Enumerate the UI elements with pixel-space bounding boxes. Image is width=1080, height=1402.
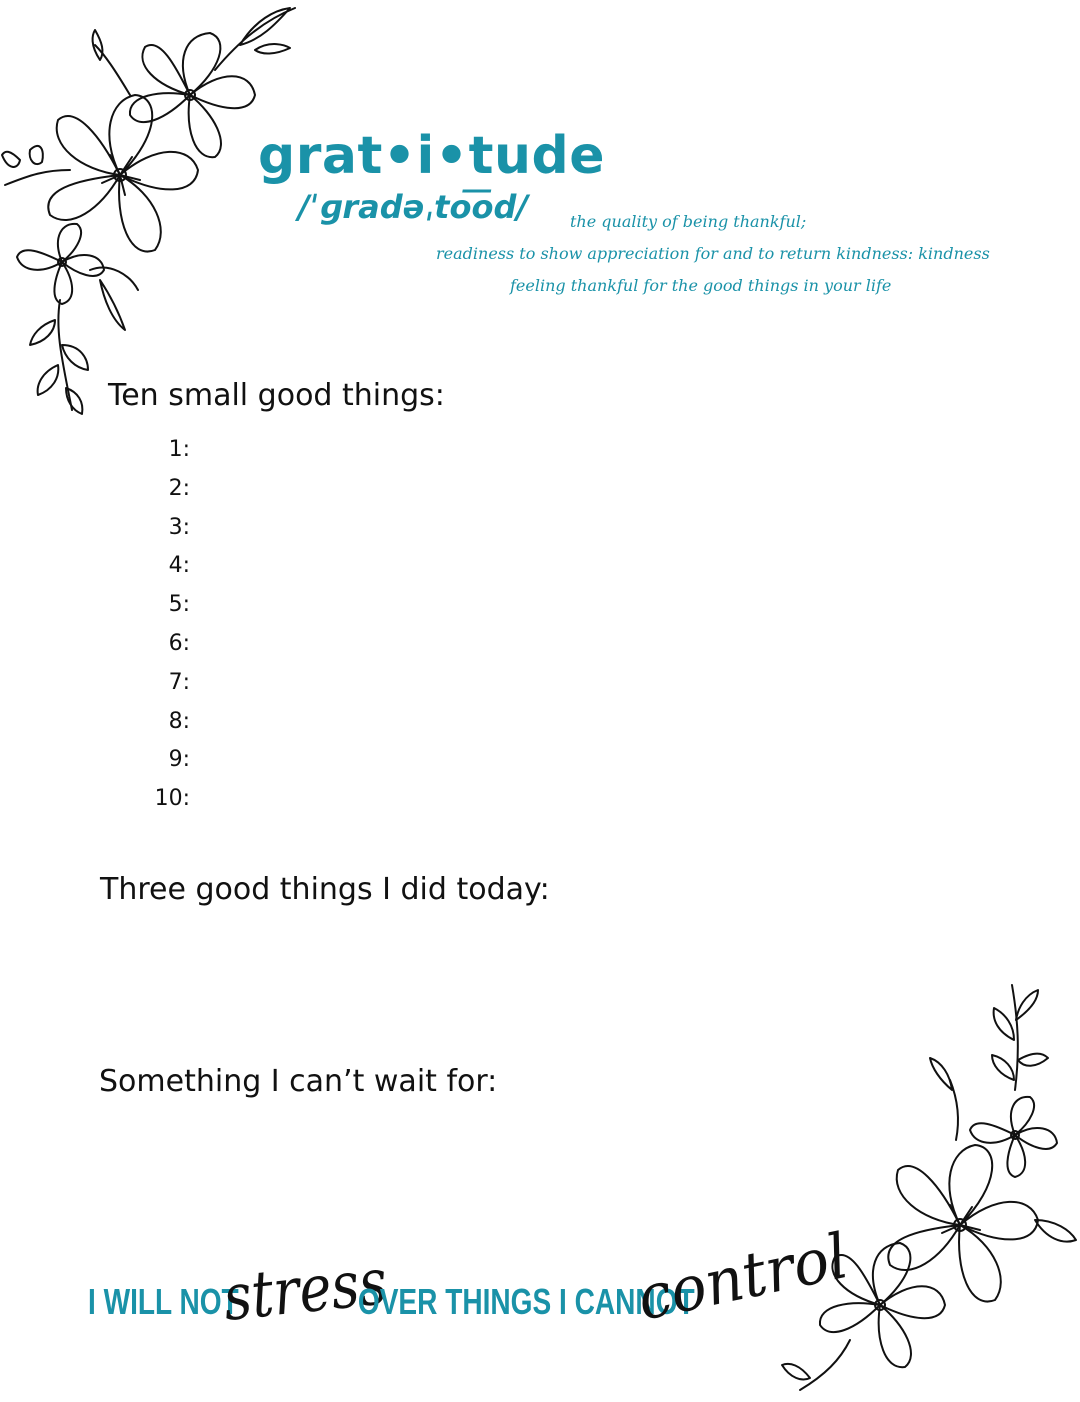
list-item: 3: [168,514,190,540]
list-item: 7: [168,669,190,695]
section-heading-cant-wait: Something I can’t wait for: [99,1064,498,1099]
floral-decoration-bottom-right [780,980,1080,1398]
list-item: 5: [168,592,190,618]
definition-line: feeling thankful for the good things in your life [510,276,892,295]
list-item: 1: [168,437,190,462]
list-item: 9: [168,747,190,773]
slogan-script-stress: stress [219,1245,391,1337]
list-item: 4: [168,553,190,579]
slogan-script-control: control [631,1220,855,1336]
definition-line: readiness to show appreciation for and to return kindness: kindness [436,244,990,263]
slogan [88,1220,855,1360]
section-heading-three-things: Three good things I did today: [100,872,550,907]
pronunciation: /ˈɡradəˌto͞od/ [298,188,529,226]
list-item: 10: [154,786,190,812]
definition-line: the quality of being thankful; [570,212,807,231]
list-item: 6: [168,630,190,656]
title-word: grat•i•tude [258,126,605,186]
slogan-part-1: I WILL NOT [88,1281,239,1322]
numbered-list [120,434,190,822]
section-heading-ten-things: Ten small good things: [108,378,445,413]
slogan-part-2: OVER THINGS I CANNOT [357,1281,695,1322]
floral-decoration-top-left [0,0,300,420]
list-item: 2: [168,475,190,501]
list-item: 8: [168,708,190,734]
